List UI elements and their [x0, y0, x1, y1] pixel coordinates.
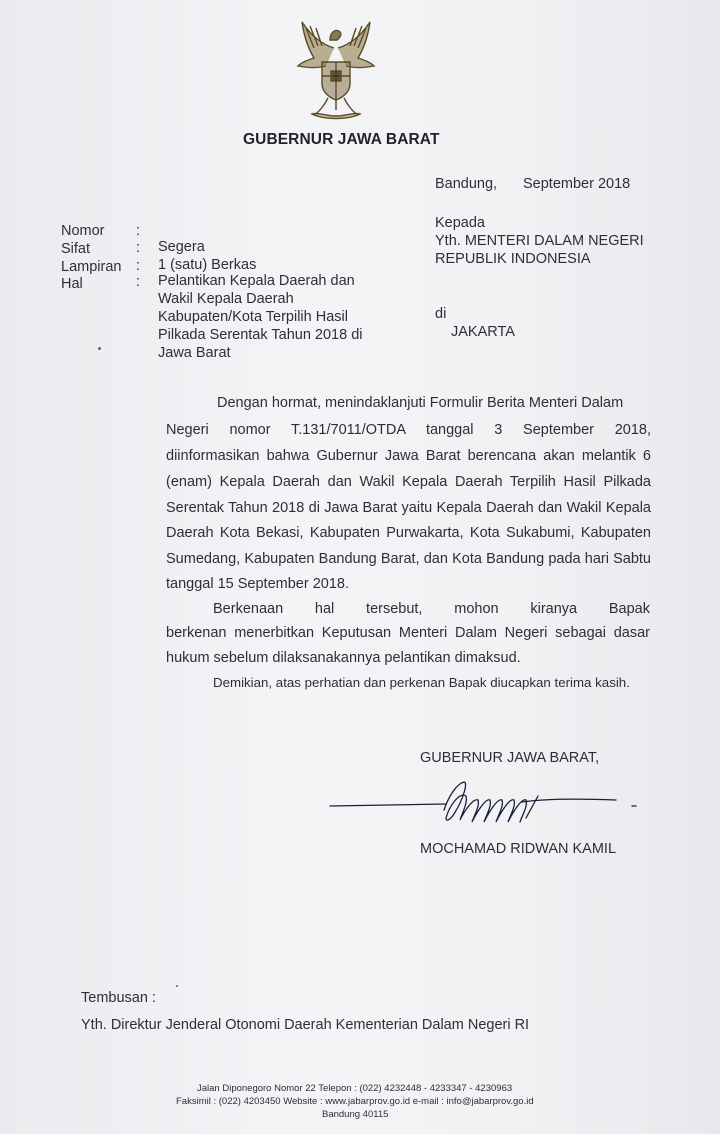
lampiran-colon: : — [136, 258, 141, 274]
body-p2-line: hukum sebelum dilaksanakannya pelantikan dimaksud. — [166, 650, 521, 666]
footer-postal: Bandung 40115 — [322, 1109, 389, 1120]
lampiran-value: 1 (satu) Berkas — [158, 257, 257, 273]
recipient-di: di — [435, 306, 447, 322]
recipient-line1: Yth. MENTERI DALAM NEGERI — [435, 233, 644, 249]
recipient-place: JAKARTA — [451, 324, 515, 340]
hal-line: Pilkada Serentak Tahun 2018 di — [158, 327, 363, 343]
recipient-line2: REPUBLIK INDONESIA — [435, 251, 591, 267]
closing-text: Demikian, atas perhatian dan perkenan Bapak diucapkan terima kasih. — [213, 675, 630, 690]
body-p1-line: Sumedang, Kabupaten Bandung Barat, dan Kota Bandung pada hari Sabtu — [166, 551, 651, 567]
nomor-colon: : — [136, 223, 141, 239]
hal-label: Hal — [61, 276, 83, 292]
body-p1-line: Negeri nomor T.131/7011/OTDA tanggal 3 September 2018, — [166, 422, 651, 438]
body-p1-line: Dengan hormat, menindaklanjuti Formulir Berita Menteri Dalam — [217, 395, 624, 411]
signature-name: MOCHAMAD RIDWAN KAMIL — [420, 841, 617, 857]
date-city: Bandung, — [435, 176, 498, 192]
hal-line: Wakil Kepala Daerah — [158, 291, 294, 307]
sifat-colon: : — [136, 240, 141, 256]
footer-contact: Faksimil : (022) 4203450 Website : www.jabarprov.go.id e-mail : info@jabarprov.go.id — [176, 1096, 534, 1107]
recipient-kepada: Kepada — [435, 215, 485, 231]
hal-line: Jawa Barat — [158, 345, 231, 361]
signature-icon — [326, 774, 642, 834]
body-p2-line: berkenan menerbitkan Keputusan Menteri Dalam Negeri sebagai dasar — [166, 625, 650, 641]
sifat-value: Segera — [158, 239, 205, 255]
signature-title: GUBERNUR JAWA BARAT, — [420, 750, 600, 766]
sifat-label: Sifat — [61, 241, 91, 257]
stray-mark — [176, 985, 178, 987]
body-p1-line: Daerah Kota Bekasi, Kabupaten Purwakarta, Kota Sukabumi, Kabupaten — [166, 525, 651, 541]
date-text: September 2018 — [523, 176, 631, 192]
tembusan-label: Tembusan : — [81, 990, 156, 1006]
office-title: GUBERNUR JAWA BARAT — [243, 131, 440, 148]
hal-line: Kabupaten/Kota Terpilih Hasil — [158, 309, 348, 325]
body-p1-line: (enam) Kepala Daerah dan Wakil Kepala Daerah Terpilih Hasil Pilkada — [166, 474, 651, 490]
stray-mark — [98, 347, 101, 350]
hal-colon: : — [136, 274, 141, 290]
body-p2-line: Berkenaan hal tersebut, mohon kiranya Bapak — [213, 601, 650, 617]
tembusan-item: Yth. Direktur Jenderal Otonomi Daerah Kementerian Dalam Negeri RI — [81, 1017, 530, 1033]
body-p1-line: tanggal 15 September 2018. — [166, 576, 349, 592]
nomor-label: Nomor — [61, 223, 105, 239]
garuda-emblem-icon — [290, 18, 382, 122]
body-p1-line: Serentak Tahun 2018 di Jawa Barat yaitu Kepala Daerah dan Wakil Kepala — [166, 500, 651, 516]
lampiran-label: Lampiran — [61, 259, 122, 275]
body-p1-line: diinformasikan bahwa Gubernur Jawa Barat berencana akan melantik 6 — [166, 448, 651, 464]
hal-line: Pelantikan Kepala Daerah dan — [158, 273, 355, 289]
footer-address: Jalan Diponegoro Nomor 22 Telepon : (022) 4232448 - 4233347 - 4230963 — [197, 1083, 513, 1094]
